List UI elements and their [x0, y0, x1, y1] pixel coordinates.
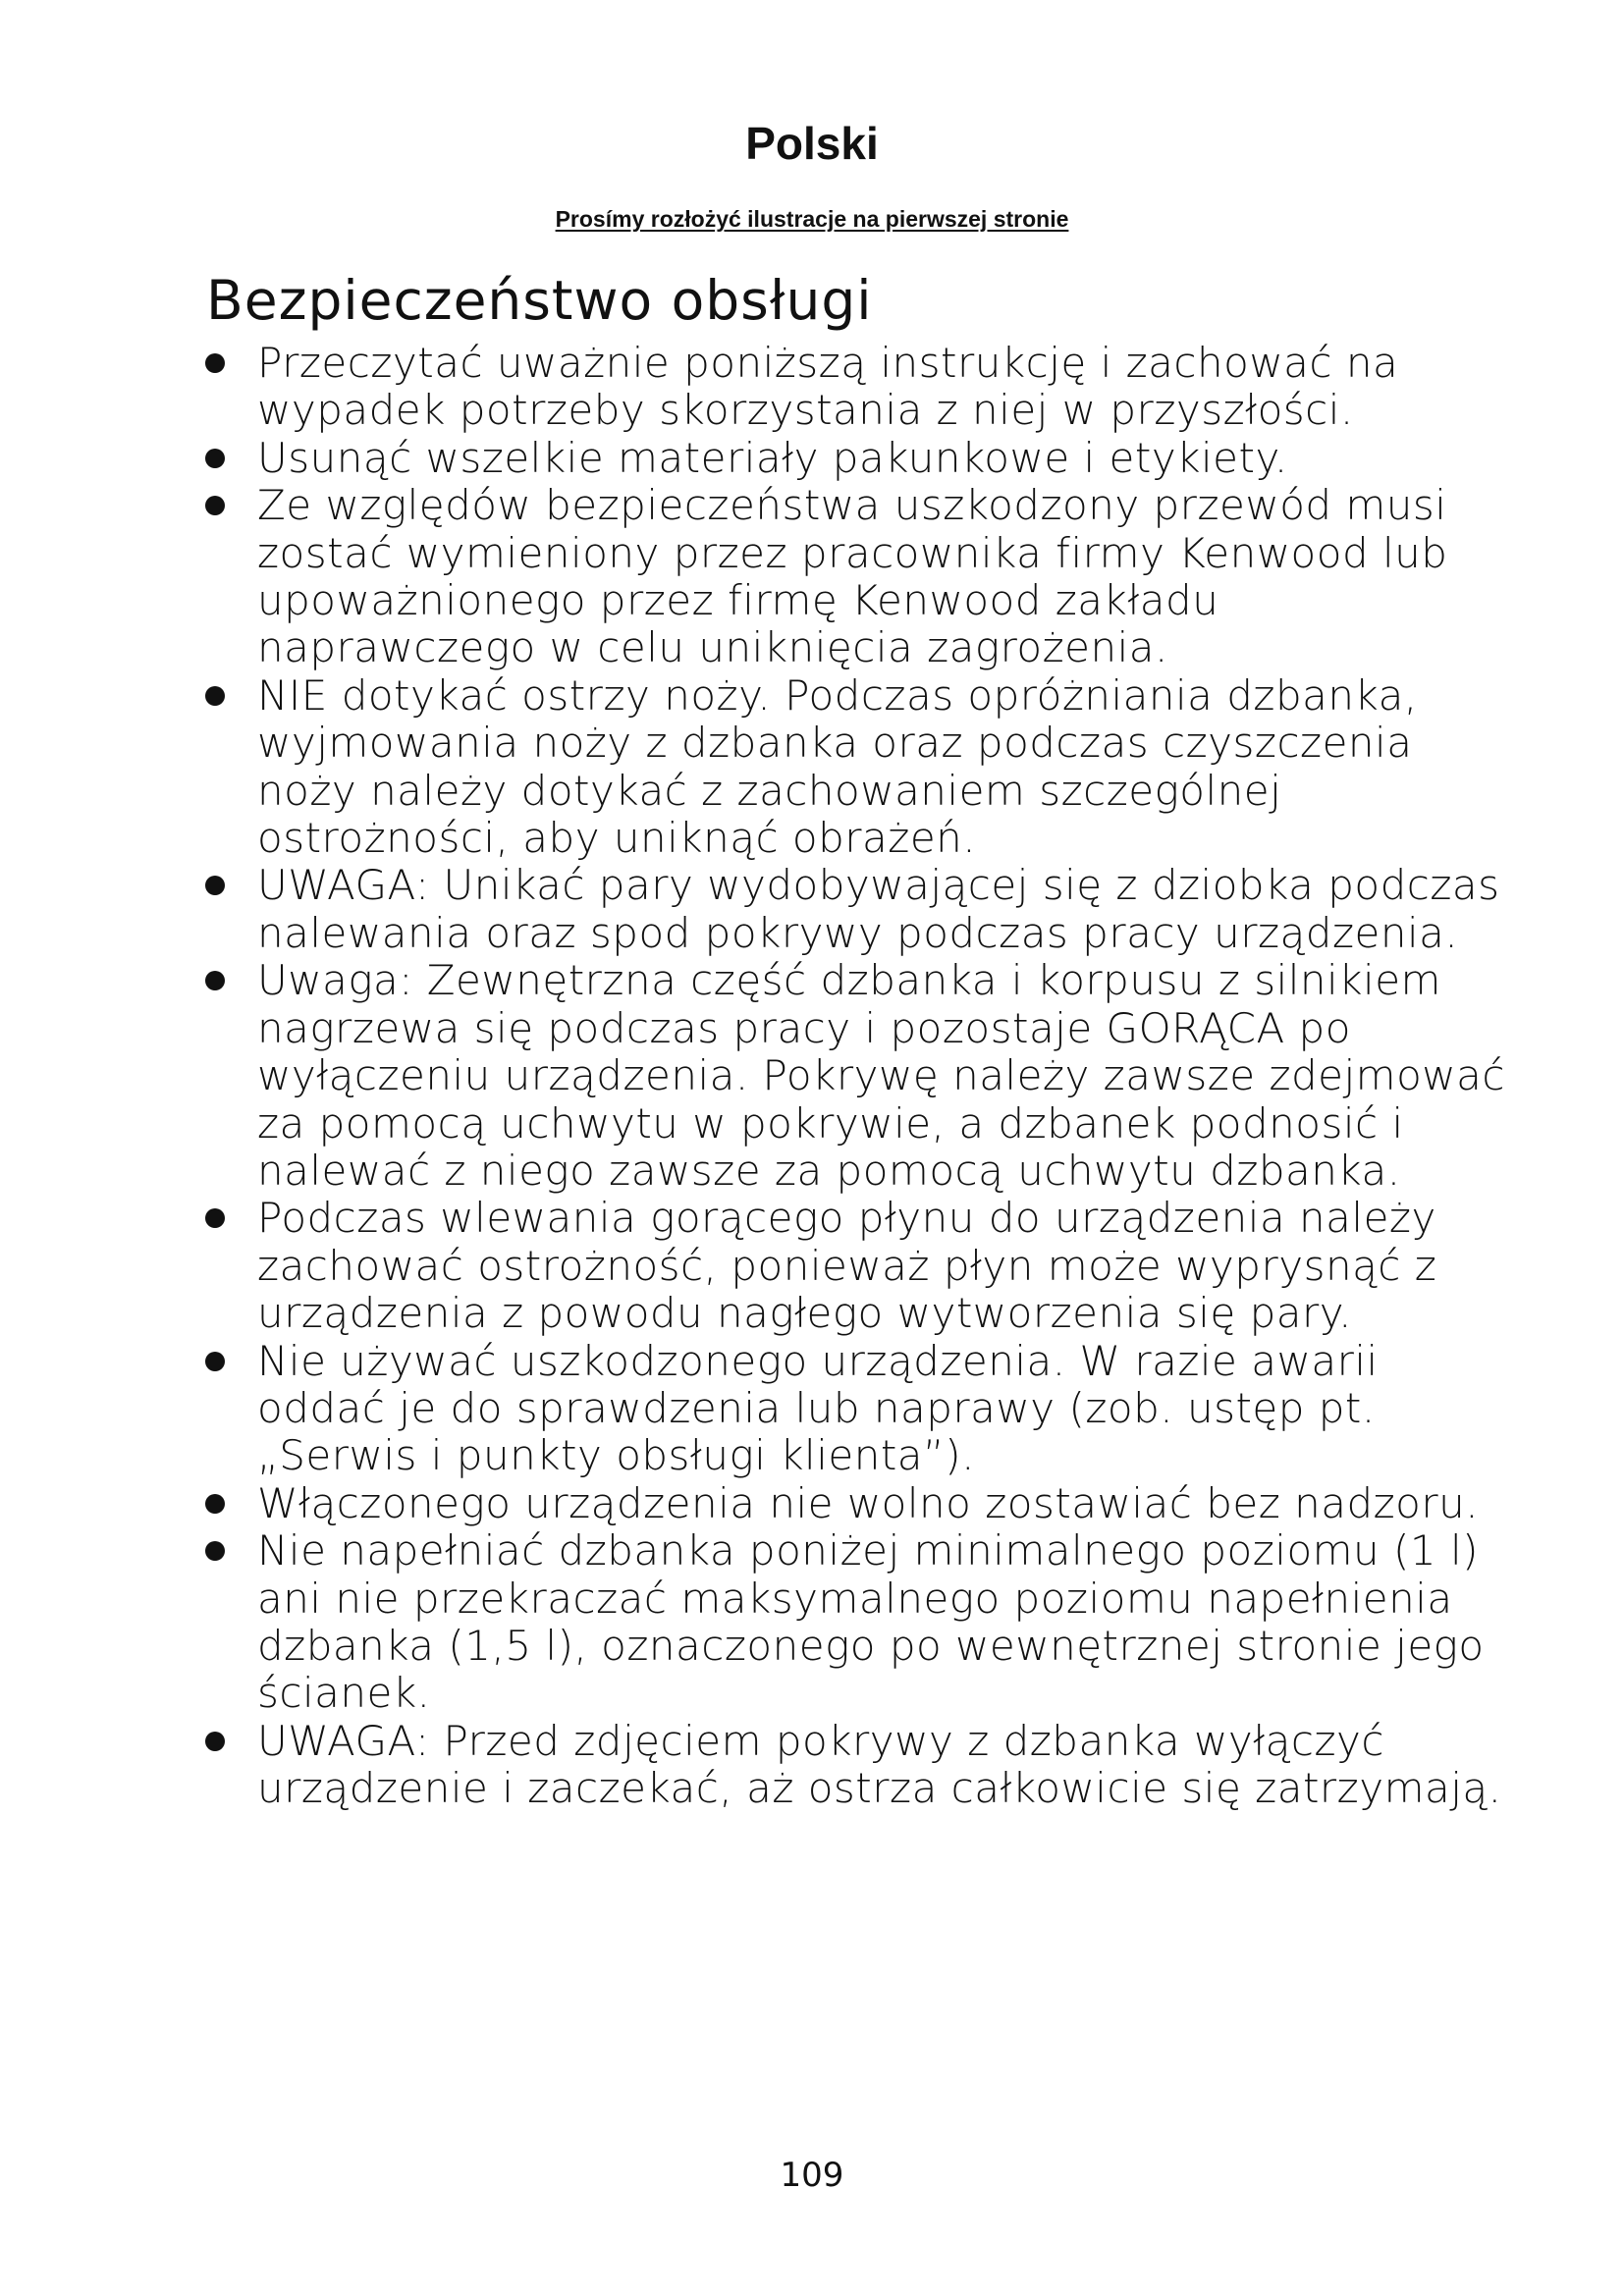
list-item-text: UWAGA: Unikać pary wydobywającej się z dziobka podczas nalewania oraz spod pokrywy podczas pracy urządzenia. — [257, 861, 1500, 957]
list-item — [201, 340, 1507, 435]
bullet-icon — [205, 971, 225, 990]
illustration-note — [0, 204, 1624, 234]
list-item — [201, 1718, 1507, 1813]
list-item — [201, 1338, 1507, 1480]
bullet-icon — [205, 686, 225, 706]
list-item — [201, 1195, 1507, 1337]
safety-list — [201, 340, 1507, 1813]
list-item-text: UWAGA: Przed zdjęciem pokrywy z dzbanka wyłączyć urządzenie i zaczekać, aż ostrza całkowicie się zatrzymają. — [257, 1716, 1502, 1813]
list-item-text: Nie napełniać dzbanka poniżej minimalnego poziomu (1 l) ani nie przekraczać maksymalnego poziomu napełnienia dzbanka (1,5 l), oznaczonego po wewnętrznej stronie jego ścianek. — [257, 1526, 1485, 1718]
illustration-note-text: Prosímy rozłożyć ilustracje na pierwszej stronie — [555, 206, 1069, 232]
list-item-text: NIE dotykać ostrzy noży. Podczas opróżniania dzbanka, wyjmowania noży z dzbanka oraz podczas czyszczenia noży należy dotykać z zachowaniem szczególnej ostrożności, aby uniknąć obrażeń. — [257, 670, 1418, 863]
bullet-icon — [205, 1208, 225, 1228]
list-item — [201, 1527, 1507, 1718]
list-item — [201, 1480, 1507, 1527]
list-item-text: Włączonego urządzenia nie wolno zostawiać bez nadzoru. — [257, 1478, 1480, 1527]
bullet-icon — [205, 1732, 225, 1751]
language-title: Polski — [745, 118, 879, 169]
section-heading: Bezpieczeństwo obsługi — [206, 269, 873, 332]
bullet-icon — [205, 1352, 225, 1371]
list-item-text: Usunąć wszelkie materiały pakunkowe i etykiety. — [257, 433, 1288, 482]
list-item-text: Nie używać uszkodzonego urządzenia. W razie awarii oddać je do sprawdzenia lub naprawy (zob. ustęp pt. „Serwis i punkty obsługi klienta”). — [257, 1336, 1379, 1480]
list-item — [201, 672, 1507, 863]
list-item — [201, 957, 1507, 1195]
list-item-text: Podczas wlewania gorącego płynu do urządzenia należy zachować ostrożność, ponieważ płyn może wyprysnąć z urządzenia z powodu nagłego wytworzenia się pary. — [257, 1194, 1437, 1338]
bullet-icon — [205, 876, 225, 895]
bullet-icon — [205, 1494, 225, 1514]
list-item — [201, 862, 1507, 957]
bullet-icon — [205, 1541, 225, 1561]
bullet-icon — [205, 353, 225, 373]
list-item-text: Ze względów bezpieczeństwa uszkodzony przewód musi zostać wymieniony przez pracownika firmy Kenwood lub upoważnionego przez firmę Kenwood zakładu naprawczego w celu uniknięcia zagrożenia. — [257, 481, 1448, 672]
bullet-icon — [205, 449, 225, 468]
bullet-icon — [205, 496, 225, 515]
page-number: 109 — [780, 2156, 844, 2195]
list-item-text: Uwaga: Zewnętrzna część dzbanka i korpusu z silnikiem nagrzewa się podczas pracy i pozostaje GORĄCA po wyłączeniu urządzenia. Pokrywę należy zawsze zdejmować za pomocą uchwytu w pokrywie, a dzbanek podnosić i nalewać z niego zawsze za pomocą uchwytu dzbanka. — [257, 956, 1505, 1195]
list-item — [201, 435, 1507, 482]
list-item — [201, 482, 1507, 672]
list-item-text: Przeczytać uważnie poniższą instrukcję i zachować na wypadek potrzeby skorzystania z niej w przyszłości. — [257, 339, 1399, 435]
